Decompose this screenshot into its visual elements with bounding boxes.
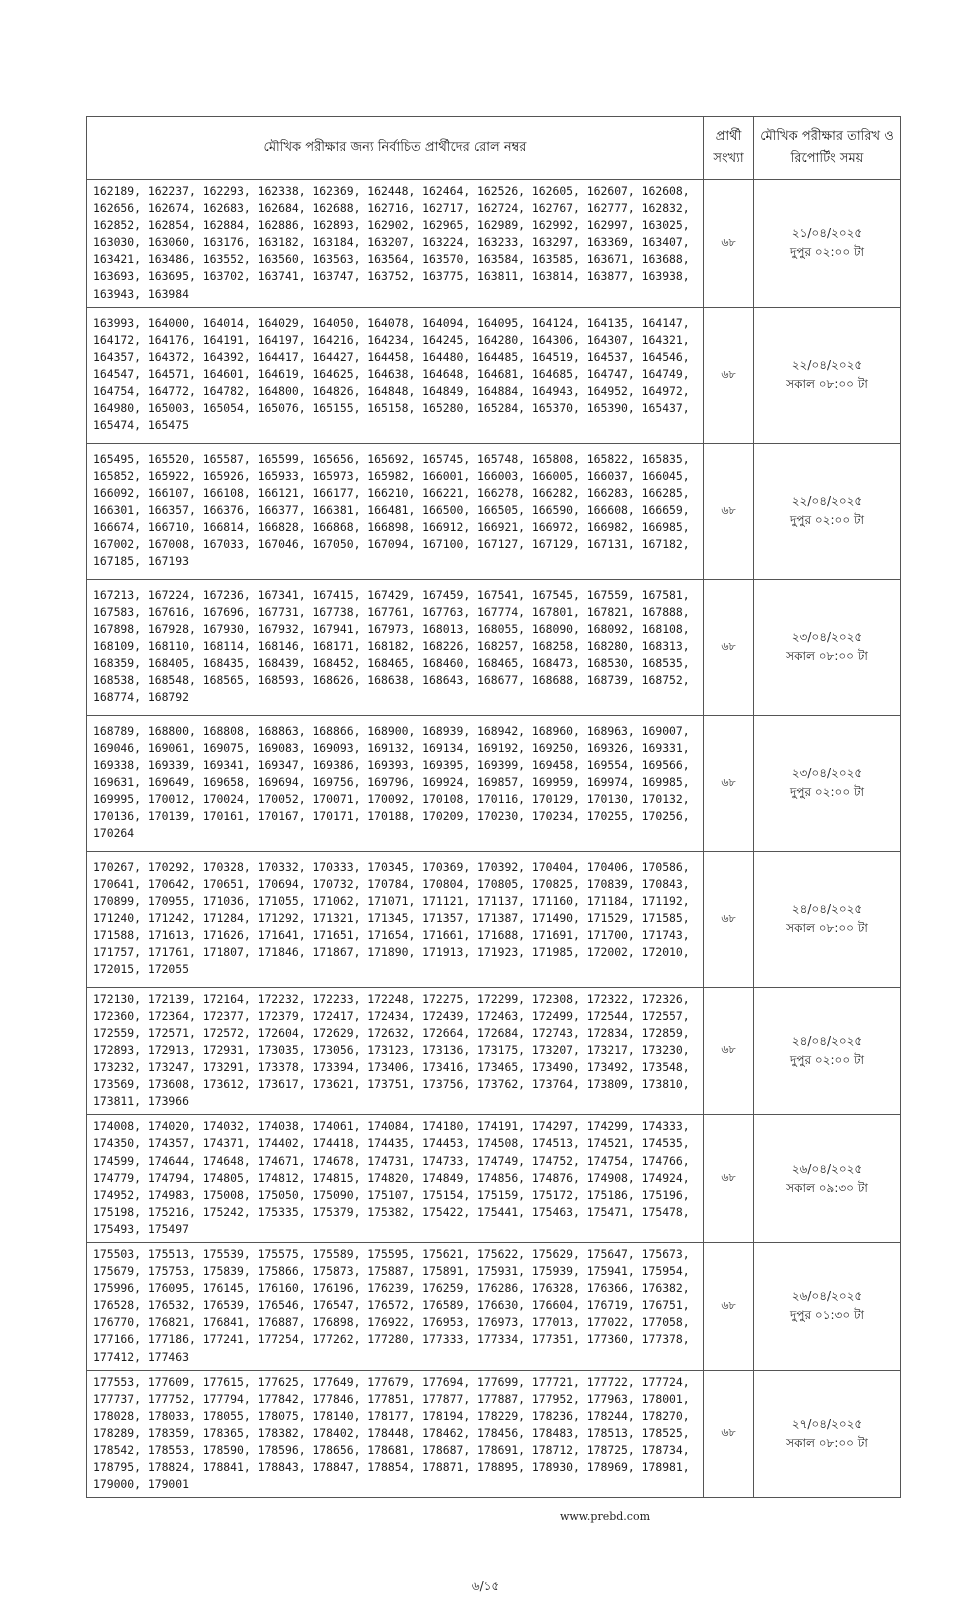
date-time-cell: [754, 851, 901, 987]
reporting-time: দুপুর ০২:০০ টা: [790, 513, 864, 528]
viva-schedule-table: [86, 116, 901, 1498]
roll-numbers-cell: 162189, 162237, 162293, 162338, 162369, 162448, 162464, 162526, 162605, 162607, 162608, 162656, 162674, 162683, 162684, 162688, 162716, 162717, 162724, 162767, 162777, 162832, 162852, 162854, 162884, 162886, 162893, 162902, 162965, 162989, 162992, 162997, 163025, 163030, 163060, 163176, 163182, 163184, 163207, 163224, 163233, 163297, 163369, 163407, 163421, 163486, 163552, 163560, 163563, 163564, 163570, 163584, 163585, 163671, 163688, 163693, 163695, 163702, 163741, 163747, 163752, 163775, 163811, 163814, 163877, 163938, 163943, 163984: [87, 180, 704, 308]
roll-numbers-cell: 170267, 170292, 170328, 170332, 170333, 170345, 170369, 170392, 170404, 170406, 170586, 170641, 170642, 170651, 170694, 170732, 170784, 170804, 170805, 170825, 170839, 170843, 170899, 170955, 171036, 171055, 171062, 171071, 171121, 171137, 171160, 171184, 171192, 171240, 171242, 171284, 171292, 171321, 171345, 171357, 171387, 171490, 171529, 171585, 171588, 171613, 171626, 171641, 171651, 171654, 171661, 171688, 171691, 171700, 171743, 171757, 171761, 171807, 171846, 171867, 171890, 171913, 171923, 171985, 172002, 172010, 172015, 172055: [87, 851, 704, 987]
table-row: [87, 987, 901, 1115]
reporting-time: সকাল ০৮:০০ টা: [786, 377, 868, 392]
date-time-cell: [754, 1370, 901, 1498]
roll-numbers-cell: 165495, 165520, 165587, 165599, 165656, 165692, 165745, 165748, 165808, 165822, 165835, 165852, 165922, 165926, 165933, 165973, 165982, 166001, 166003, 166005, 166037, 166045, 166092, 166107, 166108, 166121, 166177, 166210, 166221, 166278, 166282, 166283, 166285, 166301, 166357, 166376, 166377, 166381, 166481, 166500, 166505, 166590, 166608, 166659, 166674, 166710, 166814, 166828, 166868, 166898, 166912, 166921, 166972, 166982, 166985, 167002, 167008, 167033, 167046, 167050, 167094, 167100, 167127, 167129, 167131, 167182, 167185, 167193: [87, 443, 704, 579]
reporting-time: সকাল ০৮:০০ টা: [786, 921, 868, 936]
exam-date: ২১/০৪/২০২৫: [791, 226, 863, 241]
header-roll-numbers: মৌখিক পরীক্ষার জন্য নির্বাচিত প্রার্থীদের রোল নম্বর: [87, 117, 704, 180]
date-time-cell: [754, 307, 901, 443]
date-time-cell: [754, 1115, 901, 1243]
table-header-row: [87, 117, 901, 180]
exam-date: ২৩/০৪/২০২৫: [791, 766, 863, 781]
reporting-time: সকাল ০৮:০০ টা: [786, 649, 868, 664]
candidate-count-cell: ৬৮: [704, 180, 754, 308]
date-time-cell: [754, 443, 901, 579]
candidate-count-cell: ৬৮: [704, 579, 754, 715]
table-row: [87, 1370, 901, 1498]
roll-numbers-cell: 177553, 177609, 177615, 177625, 177649, 177679, 177694, 177699, 177721, 177722, 177724, 177737, 177752, 177794, 177842, 177846, 177851, 177877, 177887, 177952, 177963, 178001, 178028, 178033, 178055, 178075, 178140, 178177, 178194, 178229, 178236, 178244, 178270, 178289, 178359, 178365, 178382, 178402, 178448, 178462, 178456, 178483, 178513, 178525, 178542, 178553, 178590, 178596, 178656, 178681, 178687, 178691, 178712, 178725, 178734, 178795, 178824, 178841, 178843, 178847, 178854, 178871, 178895, 178930, 178969, 178981, 179000, 179001: [87, 1370, 704, 1498]
exam-date: ২৪/০৪/২০২৫: [791, 1033, 863, 1048]
candidate-count-cell: ৬৮: [704, 1242, 754, 1370]
table-row: [87, 851, 901, 987]
candidate-count-cell: ৬৮: [704, 715, 754, 851]
date-time-cell: [754, 180, 901, 308]
page-number: ৬/১৫: [471, 1579, 500, 1593]
table-row: [87, 579, 901, 715]
candidate-count-cell: ৬৮: [704, 1370, 754, 1498]
exam-date: ২২/০৪/২০২৫: [791, 494, 863, 509]
exam-date: ২৭/০৪/২০২৫: [791, 1416, 863, 1431]
roll-numbers-cell: 168789, 168800, 168808, 168863, 168866, 168900, 168939, 168942, 168960, 168963, 169007, 169046, 169061, 169075, 169083, 169093, 169132, 169134, 169192, 169250, 169326, 169331, 169338, 169339, 169341, 169347, 169386, 169393, 169395, 169399, 169458, 169554, 169566, 169631, 169649, 169658, 169694, 169756, 169796, 169924, 169857, 169959, 169974, 169985, 169995, 170012, 170024, 170052, 170071, 170092, 170108, 170116, 170129, 170130, 170132, 170136, 170139, 170161, 170167, 170171, 170188, 170209, 170230, 170234, 170255, 170256, 170264: [87, 715, 704, 851]
roll-numbers-cell: 167213, 167224, 167236, 167341, 167415, 167429, 167459, 167541, 167545, 167559, 167581, 167583, 167616, 167696, 167731, 167738, 167761, 167763, 167774, 167801, 167821, 167888, 167898, 167928, 167930, 167932, 167941, 167973, 168013, 168055, 168090, 168092, 168108, 168109, 168110, 168114, 168146, 168171, 168182, 168226, 168257, 168258, 168280, 168313, 168359, 168405, 168435, 168439, 168452, 168465, 168460, 168465, 168473, 168530, 168535, 168538, 168548, 168565, 168593, 168626, 168638, 168643, 168677, 168688, 168739, 168752, 168774, 168792: [87, 579, 704, 715]
header-candidate-count: প্রার্থী সংখ্যা: [704, 117, 754, 180]
roll-numbers-cell: 172130, 172139, 172164, 172232, 172233, 172248, 172275, 172299, 172308, 172322, 172326, 172360, 172364, 172377, 172379, 172417, 172434, 172439, 172463, 172499, 172544, 172557, 172559, 172571, 172572, 172604, 172629, 172632, 172664, 172684, 172743, 172834, 172859, 172893, 172913, 172931, 173035, 173056, 173123, 173136, 173175, 173207, 173217, 173230, 173232, 173247, 173291, 173378, 173394, 173406, 173416, 173465, 173490, 173492, 173548, 173569, 173608, 173612, 173617, 173621, 173751, 173756, 173762, 173764, 173809, 173810, 173811, 173966: [87, 987, 704, 1115]
exam-date: ২৬/০৪/২০২৫: [791, 1289, 863, 1304]
roll-numbers-cell: 175503, 175513, 175539, 175575, 175589, 175595, 175621, 175622, 175629, 175647, 175673, 175679, 175753, 175839, 175866, 175873, 175887, 175891, 175931, 175939, 175941, 175954, 175996, 176095, 176145, 176160, 176196, 176239, 176259, 176286, 176328, 176366, 176382, 176528, 176532, 176539, 176546, 176547, 176572, 176589, 176630, 176604, 176719, 176751, 176770, 176821, 176841, 176887, 176898, 176922, 176953, 176973, 177013, 177022, 177058, 177166, 177186, 177241, 177254, 177262, 177280, 177333, 177334, 177351, 177360, 177378, 177412, 177463: [87, 1242, 704, 1370]
date-time-cell: [754, 1242, 901, 1370]
date-time-cell: [754, 987, 901, 1115]
candidate-count-cell: ৬৮: [704, 443, 754, 579]
header-date-time: মৌখিক পরীক্ষার তারিখ ও রিপোর্টিং সময়: [754, 117, 901, 180]
reporting-time: দুপুর ০২:০০ টা: [790, 1052, 864, 1067]
candidate-count-cell: ৬৮: [704, 987, 754, 1115]
exam-date: ২৬/০৪/২০২৫: [791, 1161, 863, 1176]
exam-date: ২৪/০৪/২০২৫: [791, 902, 863, 917]
date-time-cell: [754, 579, 901, 715]
candidate-count-cell: ৬৮: [704, 307, 754, 443]
roll-numbers-cell: 174008, 174020, 174032, 174038, 174061, 174084, 174180, 174191, 174297, 174299, 174333, 174350, 174357, 174371, 174402, 174418, 174435, 174453, 174508, 174513, 174521, 174535, 174599, 174644, 174648, 174671, 174678, 174731, 174733, 174749, 174752, 174754, 174766, 174779, 174794, 174805, 174812, 174815, 174820, 174849, 174856, 174876, 174908, 174924, 174952, 174983, 175008, 175050, 175090, 175107, 175154, 175159, 175172, 175186, 175196, 175198, 175216, 175242, 175335, 175379, 175382, 175422, 175441, 175463, 175471, 175478, 175493, 175497: [87, 1115, 704, 1243]
candidate-count-cell: ৬৮: [704, 1115, 754, 1243]
exam-date: ২৩/০৪/২০২৫: [791, 630, 863, 645]
table-row: [87, 180, 901, 308]
reporting-time: সকাল ০৯:৩০ টা: [786, 1180, 868, 1195]
reporting-time: দুপুর ০১:৩০ টা: [790, 1308, 864, 1323]
candidate-count-cell: ৬৮: [704, 851, 754, 987]
website-footer: www.prebd.com: [559, 1510, 651, 1523]
reporting-time: দুপুর ০২:০০ টা: [790, 785, 864, 800]
table-row: [87, 307, 901, 443]
exam-date: ২২/০৪/২০২৫: [791, 358, 863, 373]
table-row: [87, 1242, 901, 1370]
date-time-cell: [754, 715, 901, 851]
reporting-time: সকাল ০৮:০০ টা: [786, 1435, 868, 1450]
roll-numbers-cell: 163993, 164000, 164014, 164029, 164050, 164078, 164094, 164095, 164124, 164135, 164147, 164172, 164176, 164191, 164197, 164216, 164234, 164245, 164280, 164306, 164307, 164321, 164357, 164372, 164392, 164417, 164427, 164458, 164480, 164485, 164519, 164537, 164546, 164547, 164571, 164601, 164619, 164625, 164638, 164648, 164681, 164685, 164747, 164749, 164754, 164772, 164782, 164800, 164826, 164848, 164849, 164884, 164943, 164952, 164972, 164980, 165003, 165054, 165076, 165155, 165158, 165280, 165284, 165370, 165390, 165437, 165474, 165475: [87, 307, 704, 443]
table-row: [87, 715, 901, 851]
reporting-time: দুপুর ০২:০০ টা: [790, 245, 864, 260]
table-row: [87, 443, 901, 579]
table-row: [87, 1115, 901, 1243]
